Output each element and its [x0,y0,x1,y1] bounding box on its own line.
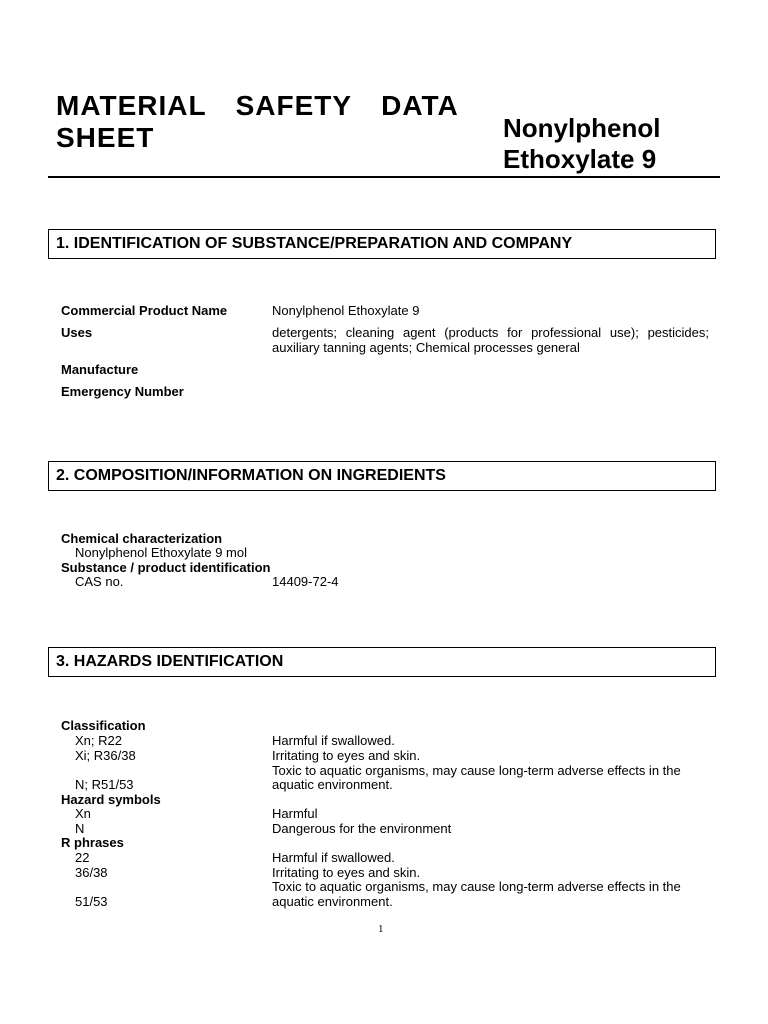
classification-text: Toxic to aquatic organisms, may cause long-term adverse effects in the [272,763,681,778]
manufacture-label: Manufacture [61,362,139,377]
r-phrase-text: Irritating to eyes and skin. [272,865,421,880]
classification-text: Harmful if swallowed. [272,733,395,748]
classification-text: aquatic environment. [272,777,393,792]
r-phrase-text: aquatic environment. [272,894,393,909]
uses-value: detergents; cleaning agent (products for professional use); pesticides; auxiliary tanning agents; Chemical processes general [272,325,709,355]
hazard-symbol-code: N [75,821,85,836]
emergency-number-label: Emergency Number [61,384,184,399]
page-number: 1 [378,923,384,935]
section-2-heading: 2. COMPOSITION/INFORMATION ON INGREDIENTS [48,461,716,491]
classification-text: Irritating to eyes and skin. [272,748,421,763]
hazard-symbol-code: Xn [75,806,91,821]
section-3-heading: 3. HAZARDS IDENTIFICATION [48,647,716,677]
hazard-symbol-text: Dangerous for the environment [272,821,452,836]
product-title-line-1: Nonylphenol [503,113,661,143]
r-phrase-text: Harmful if swallowed. [272,850,395,865]
cas-number-label: CAS no. [75,574,124,589]
document-title-line-2: SHEET [56,122,155,153]
cas-number-value: 14409-72-4 [272,574,339,589]
product-title [503,113,660,175]
r-phrases-label: R phrases [61,835,124,850]
r-phrase-text: Toxic to aquatic organisms, may cause long-term adverse effects in the [272,879,681,894]
document-title-line-1: MATERIAL SAFETY DATA [56,90,459,121]
commercial-product-name-value: Nonylphenol Ethoxylate 9 [272,303,420,318]
commercial-product-name-label: Commercial Product Name [61,303,228,318]
title-divider [48,176,720,178]
uses-label: Uses [61,325,93,340]
hazard-symbol-text: Harmful [272,806,318,821]
r-phrase-code: 36/38 [75,865,108,880]
product-title-line-2: Ethoxylate 9 [503,144,657,174]
classification-label: Classification [61,718,146,733]
chemical-characterization-label: Chemical characterization [61,531,223,546]
classification-code: Xn; R22 [75,733,122,748]
chemical-characterization-value: Nonylphenol Ethoxylate 9 mol [75,545,247,560]
document-title [56,90,459,154]
section-1-heading: 1. IDENTIFICATION OF SUBSTANCE/PREPARATION AND COMPANY [48,229,716,259]
r-phrase-code: 51/53 [75,894,108,909]
r-phrase-code: 22 [75,850,90,865]
classification-code: Xi; R36/38 [75,748,136,763]
classification-code: N; R51/53 [75,777,134,792]
hazard-symbols-label: Hazard symbols [61,792,161,807]
substance-identification-label: Substance / product identification [61,560,271,575]
